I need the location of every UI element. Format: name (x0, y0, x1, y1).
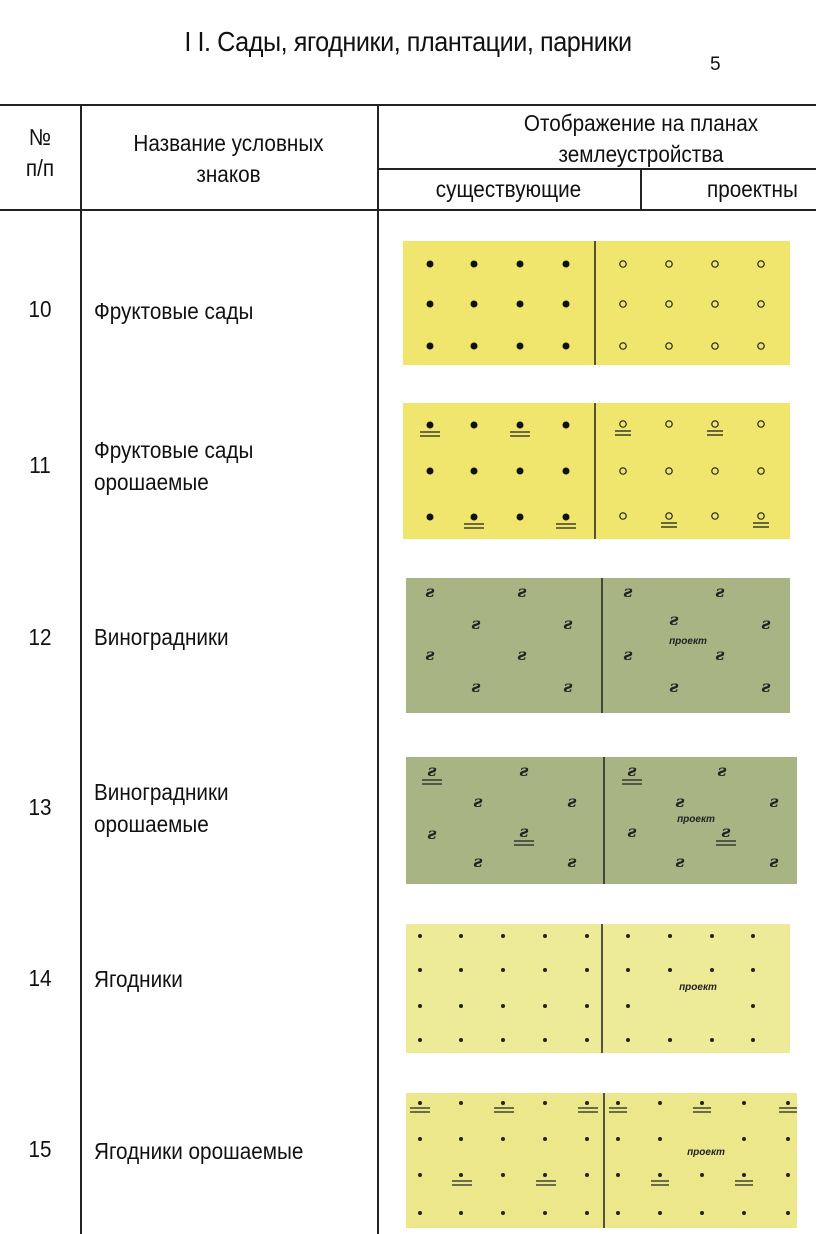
page-number: 5 (710, 54, 721, 75)
berry-irrigated-swatch (406, 1093, 797, 1228)
svg-text:ƨ: ƨ (623, 645, 633, 664)
svg-text:ƨ: ƨ (717, 761, 727, 780)
fruit-irrigated-swatch (403, 403, 790, 539)
row-15-name: Ягодники орошаемые (94, 1138, 304, 1164)
header-bottom-border (0, 209, 816, 211)
svg-text:ƨ: ƨ (425, 645, 435, 664)
svg-text:ƨ: ƨ (669, 677, 679, 696)
svg-text:ƨ: ƨ (563, 614, 573, 633)
header-existing: существующие (435, 176, 582, 202)
svg-text:ƨ: ƨ (471, 677, 481, 696)
column-divider-2 (377, 104, 379, 1234)
svg-text:ƨ: ƨ (519, 761, 529, 780)
svg-text:ƨ: ƨ (425, 582, 435, 601)
fruit-orchard-swatch (403, 241, 790, 365)
symbol-vineyards (406, 578, 790, 713)
row-11-name: Фруктовые сады орошаемые (94, 437, 254, 495)
row-14-name: Ягодники (94, 966, 183, 992)
row-10-number: 10 (28, 296, 52, 322)
page-title: I I. Сады, ягодники, плантации, парники (184, 26, 632, 57)
project-label: проект (677, 814, 715, 825)
swatch-bg (403, 403, 790, 539)
table-top-border (0, 104, 816, 106)
row-11-number: 11 (29, 452, 51, 478)
symbol-berry-fields (406, 924, 790, 1053)
svg-text:ƨ: ƨ (627, 822, 637, 841)
header-projected: проектны (707, 176, 798, 202)
header-number: № п/п (25, 124, 55, 181)
svg-text:ƨ: ƨ (761, 614, 771, 633)
row-13-name: Виноградники орошаемые (94, 779, 229, 837)
column-divider-1 (80, 104, 82, 1234)
svg-text:ƨ: ƨ (427, 824, 437, 843)
swatch-bg (406, 924, 790, 1053)
symbol-fruit-orchards-irrigated (403, 403, 790, 539)
svg-text:ƨ: ƨ (627, 761, 637, 780)
swatch-bg (406, 757, 797, 884)
svg-text:ƨ: ƨ (567, 852, 577, 871)
project-label: проект (669, 636, 707, 647)
row-10-name: Фруктовые сады (94, 298, 254, 324)
vineyard-irrigated-swatch (406, 757, 797, 884)
svg-text:ƨ: ƨ (471, 614, 481, 633)
svg-text:ƨ: ƨ (675, 852, 685, 871)
svg-text:ƨ: ƨ (675, 792, 685, 811)
column-divider-3 (640, 168, 642, 210)
svg-text:ƨ: ƨ (517, 645, 527, 664)
svg-text:ƨ: ƨ (769, 852, 779, 871)
row-12-name: Виноградники (94, 624, 229, 650)
project-label: проект (687, 1147, 725, 1158)
svg-text:ƨ: ƨ (761, 677, 771, 696)
svg-text:ƨ: ƨ (721, 822, 731, 841)
row-15-number: 15 (28, 1136, 52, 1162)
swatch-bg (403, 241, 790, 365)
symbol-fruit-orchards (403, 241, 790, 365)
svg-text:ƨ: ƨ (427, 761, 437, 780)
vineyard-swatch (406, 578, 790, 713)
svg-text:ƨ: ƨ (473, 852, 483, 871)
symbol-berry-fields-irrigated (406, 1093, 797, 1228)
svg-text:ƨ: ƨ (519, 822, 529, 841)
project-label: проект (679, 982, 717, 993)
svg-text:ƨ: ƨ (769, 792, 779, 811)
swatch-bg (406, 578, 790, 713)
svg-text:ƨ: ƨ (623, 582, 633, 601)
svg-text:ƨ: ƨ (563, 677, 573, 696)
row-13-number: 13 (28, 794, 52, 820)
symbol-vineyards-irrigated (406, 757, 797, 884)
svg-text:ƨ: ƨ (715, 645, 725, 664)
svg-text:ƨ: ƨ (715, 582, 725, 601)
svg-text:ƨ: ƨ (473, 792, 483, 811)
svg-text:ƨ: ƨ (517, 582, 527, 601)
header-name: Название условных знаков (133, 130, 324, 187)
row-14-number: 14 (28, 965, 52, 991)
row-12-number: 12 (28, 624, 52, 650)
berry-swatch (406, 924, 790, 1053)
svg-text:ƨ: ƨ (567, 792, 577, 811)
swatch-bg (406, 1093, 797, 1228)
svg-text:ƨ: ƨ (669, 610, 679, 629)
header-display: Отображение на планах землеустройства (523, 110, 759, 167)
